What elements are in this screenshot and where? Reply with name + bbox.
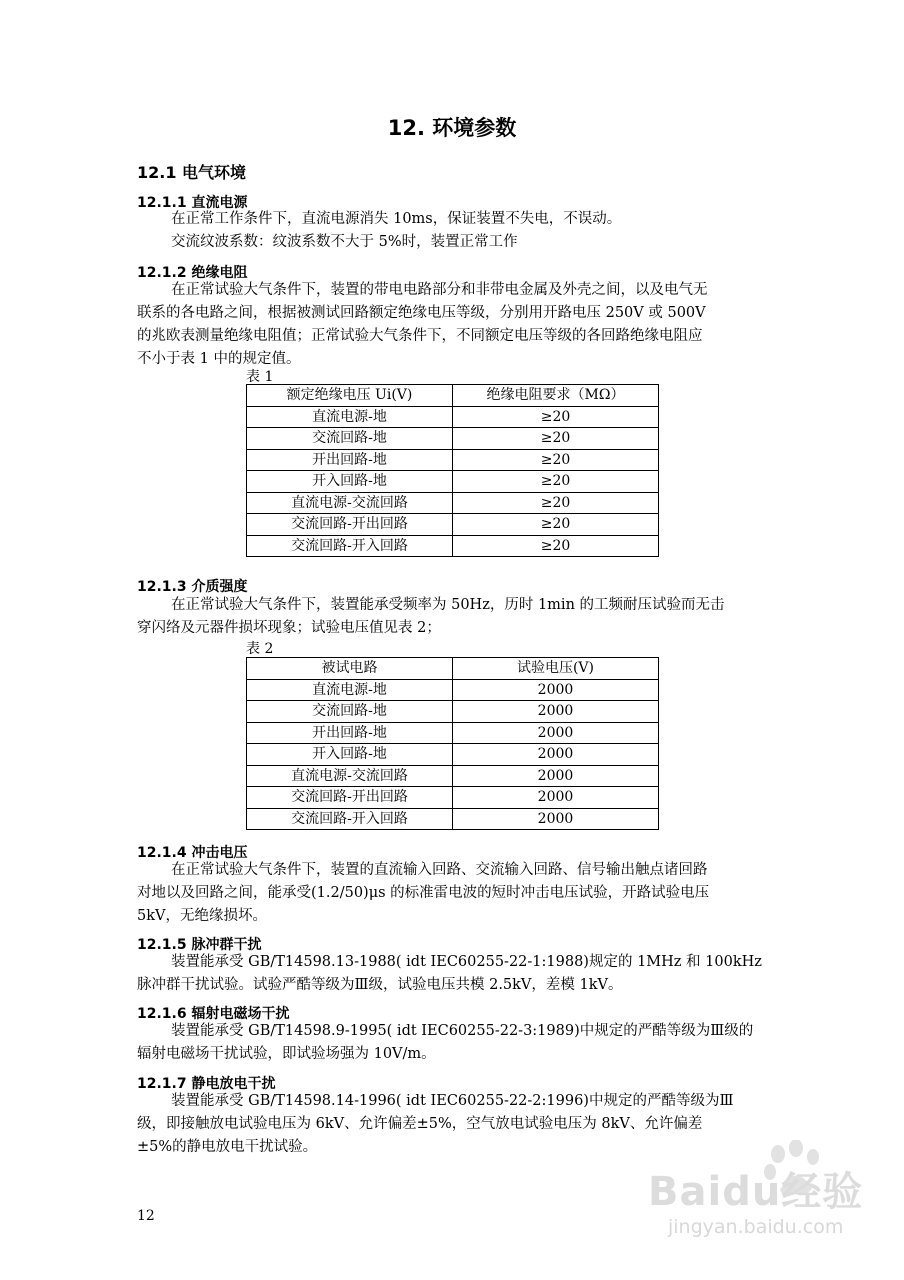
table-cell: 2000: [453, 787, 659, 809]
table-header-cell: 试验电压(V): [453, 658, 659, 680]
table-1-caption: 表 1: [246, 369, 274, 385]
table-row: [247, 765, 659, 787]
text-line: 的兆欧表测量绝缘电阻值；正常试验大气条件下，不同额定电压等级的各回路绝缘电阻应: [137, 328, 703, 344]
text-line: ±5%的静电放电干扰试验。: [137, 1139, 318, 1155]
table-cell: 交流回路-开出回路: [247, 514, 453, 536]
paragraph-12-1-5: [137, 951, 767, 997]
table-row: [247, 808, 659, 830]
table-cell: 2000: [453, 701, 659, 723]
table-cell: 直流电源-交流回路: [247, 492, 453, 514]
table-cell: 直流电源-地: [247, 679, 453, 701]
text-line: 在正常工作条件下，直流电源消失 10ms，保证装置不失电，不误动。: [171, 211, 622, 227]
text-line: 在正常试验大气条件下，装置的直流输入回路、交流输入回路、信号输出触点诸回路: [171, 862, 708, 878]
table-row: [247, 535, 659, 557]
table-cell: 开出回路-地: [247, 722, 453, 744]
table-header-row: [247, 385, 659, 407]
text-line: 在正常试验大气条件下，装置能承受频率为 50Hz，历时 1min 的工频耐压试验而无击: [171, 597, 725, 613]
table-row: [247, 492, 659, 514]
watermark-url: jingyan.baidu.com: [668, 1216, 844, 1238]
heading-12-1-3: 12.1.3 介质强度: [137, 579, 248, 595]
table-row: [247, 471, 659, 493]
heading-12-1-2: 12.1.2 绝缘电阻: [137, 265, 248, 281]
table-cell: 开入回路-地: [247, 744, 453, 766]
text-line: 对地以及回路之间，能承受(1.2/50)μs 的标准雷电波的短时冲击电压试验，开路试验电压: [137, 885, 710, 901]
text-line: 脉冲群干扰试验。试验严酷等级为Ⅲ级，试验电压共模 2.5kV，差模 1kV。: [137, 977, 623, 993]
table-cell: 交流回路-开入回路: [247, 808, 453, 830]
table-row: [247, 701, 659, 723]
paragraph-12-1-7: [137, 1090, 767, 1159]
table-header-cell: 绝缘电阻要求（MΩ）: [453, 385, 659, 407]
table-row: [247, 428, 659, 450]
table-row: [247, 679, 659, 701]
heading-12-1-6: 12.1.6 辐射电磁场干扰: [137, 1006, 290, 1022]
page-number: 12: [137, 1208, 155, 1224]
table-cell: 开入回路-地: [247, 471, 453, 493]
table-cell: 直流电源-交流回路: [247, 765, 453, 787]
watermark-brand: Baidu经验: [648, 1169, 864, 1215]
table-header-row: [247, 658, 659, 680]
table-row: [247, 722, 659, 744]
text-line: 辐射电磁场干扰试验，即试验场强为 10V/m。: [137, 1046, 436, 1062]
paragraph-12-1-6: [137, 1020, 767, 1066]
table-cell: 交流回路-开出回路: [247, 787, 453, 809]
table-cell: ≥20: [453, 428, 659, 450]
table-cell: 直流电源-地: [247, 406, 453, 428]
paragraph-12-1-3: [137, 594, 767, 640]
text-line: 穿闪络及元器件损坏现象；试验电压值见表 2；: [137, 620, 441, 636]
table-cell: 交流回路-地: [247, 428, 453, 450]
page-title: 12. 环境参数: [387, 116, 517, 140]
table-cell: ≥20: [453, 406, 659, 428]
table-cell: 2000: [453, 765, 659, 787]
text-line: 在正常试验大气条件下，装置的带电电路部分和非带电金属及外壳之间，以及电气无: [171, 282, 708, 298]
text-line: 级，即接触放电试验电压为 6kV、允许偏差±5%，空气放电试验电压为 8kV、允许偏差: [137, 1116, 703, 1132]
table-row: [247, 744, 659, 766]
section-heading: 12.1 电气环境: [137, 163, 247, 182]
table-cell: 交流回路-开入回路: [247, 535, 453, 557]
table-cell: ≥20: [453, 449, 659, 471]
text-line: 交流纹波系数：纹波系数不大于 5%时，装置正常工作: [171, 234, 518, 250]
table-cell: 交流回路-地: [247, 701, 453, 723]
dielectric-strength-table: [246, 657, 659, 830]
text-line: 装置能承受 GB/T14598.13-1988( idt IEC60255-22-1:1988)规定的 1MHz 和 100kHz: [171, 954, 762, 970]
table-header-cell: 额定绝缘电压 Ui(V): [247, 385, 453, 407]
table-row: [247, 449, 659, 471]
table-row: [247, 406, 659, 428]
table-cell: 2000: [453, 808, 659, 830]
heading-12-1-1: 12.1.1 直流电源: [137, 195, 248, 211]
table-cell: 2000: [453, 744, 659, 766]
paragraph-12-1-2: [137, 279, 767, 371]
text-line: 装置能承受 GB/T14598.14-1996( idt IEC60255-22-2:1996)中规定的严酷等级为Ⅲ: [171, 1093, 734, 1109]
table-cell: ≥20: [453, 492, 659, 514]
paragraph-12-1-1: [137, 208, 767, 254]
table-cell: 2000: [453, 679, 659, 701]
table-cell: ≥20: [453, 471, 659, 493]
heading-12-1-4: 12.1.4 冲击电压: [137, 845, 248, 861]
heading-12-1-5: 12.1.5 脉冲群干扰: [137, 937, 262, 953]
table-2-caption: 表 2: [246, 641, 274, 657]
table-cell: ≥20: [453, 514, 659, 536]
table-row: [247, 787, 659, 809]
text-line: 5kV，无绝缘损坏。: [137, 908, 267, 924]
table-header-cell: 被试电路: [247, 658, 453, 680]
table-cell: 2000: [453, 722, 659, 744]
insulation-resistance-table: [246, 384, 659, 557]
text-line: 联系的各电路之间，根据被测试回路额定绝缘电压等级，分别用开路电压 250V 或 500V: [137, 305, 706, 321]
text-line: 不小于表 1 中的规定值。: [137, 351, 301, 367]
text-line: 装置能承受 GB/T14598.9-1995( idt IEC60255-22-3:1989)中规定的严酷等级为Ⅲ级的: [171, 1023, 754, 1039]
table-row: [247, 514, 659, 536]
paragraph-12-1-4: [137, 859, 767, 928]
heading-12-1-7: 12.1.7 静电放电干扰: [137, 1076, 276, 1092]
table-cell: 开出回路-地: [247, 449, 453, 471]
table-cell: ≥20: [453, 535, 659, 557]
